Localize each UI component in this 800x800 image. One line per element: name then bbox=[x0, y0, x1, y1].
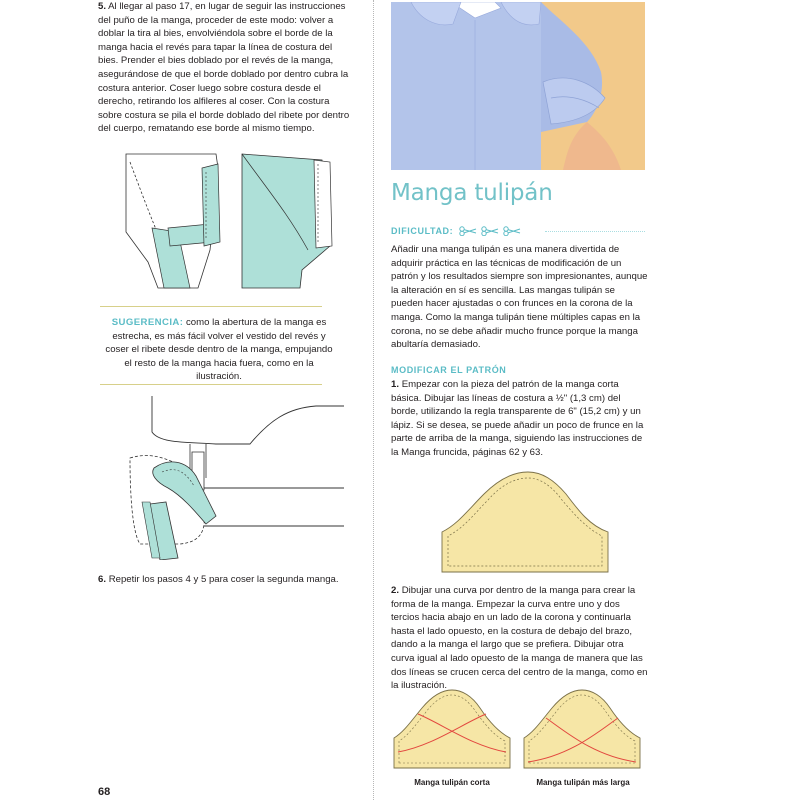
step-2-number: 2. bbox=[391, 585, 400, 596]
caption-short: Manga tulipán corta bbox=[414, 778, 490, 787]
basic-sleeve-pattern bbox=[440, 470, 610, 574]
column-divider bbox=[373, 0, 374, 800]
scissors-icon bbox=[481, 226, 499, 236]
page-number: 68 bbox=[98, 786, 111, 798]
step-6-paragraph bbox=[98, 573, 358, 587]
difficulty-rule bbox=[545, 231, 645, 232]
step-2-paragraph bbox=[391, 584, 649, 693]
step-6-text: Repetir los pasos 4 y 5 para coser la segunda manga. bbox=[108, 574, 339, 585]
tip-text: como la abertura de la manga es estrecha, es más fácil volver el vestido del revés y coser el ribete desde dentro de la manga, empujando el resto de la manga hacia fuera, como en la ilustración. bbox=[105, 317, 333, 383]
step-1-text: Empezar con la pieza del patrón de la manga corta básica. Dibujar las líneas de costura a ½" (1,3 cm) del borde, utilizando la regla transparente de 6" (15,2 cm) y un lápiz. Si se desea, se puede añadir un poco de frunce en la parte de arriba de la manga, siguiendo las instrucciones de la Manga fruncida, páginas 62 y 63. bbox=[391, 379, 644, 458]
sleeve-binding-illustration bbox=[118, 150, 348, 292]
tulip-short-pattern bbox=[394, 690, 510, 768]
step-5-text: Al llegar al paso 17, en lugar de seguir las instrucciones del puño de la manga, proceder de este modo: volver a doblar la tira al bies, envolviéndola sobre el borde de la manga hacia el revés para tapar la línea de costura del bies. Prender el bies doblado por el revés de la manga, asegurándose de que el borde doblado por dentro cubra la costura anterior. Coser luego sobre costura desde el derecho, retirando los alfileres al coser. Con la costura sobre costura se pila el borde doblado del ribete por dentro del cuerpo, rematando ese borde al mismo tiempo. bbox=[98, 1, 350, 135]
caption-long: Manga tulipán más larga bbox=[536, 778, 630, 787]
tulip-long-pattern bbox=[524, 690, 640, 768]
section-title: Manga tulipán bbox=[391, 180, 553, 206]
tip-top-rule bbox=[100, 306, 322, 307]
step-1-number: 1. bbox=[391, 379, 400, 390]
tulip-sleeve-photo-drawing bbox=[391, 2, 645, 170]
step-5-paragraph bbox=[98, 0, 354, 136]
sleeve-binding-drawing bbox=[118, 150, 348, 292]
tulip-patterns-drawing bbox=[392, 688, 644, 770]
subheading-label: MODIFICAR EL PATRÓN bbox=[391, 365, 507, 375]
step-2-text: Dibujar una curva por dentro de la manga para crear la forma de la manga. Empezar la curva entre uno y dos tercios hacia abajo en un lado de la corona y continuarla hasta el lado opuesto, en la costura de debajo del brazo, dando a la manga el largo que se prefiera. Dibujar otra curva igual al lado opuesto de la manga de manera que las dos líneas se crucen cerca del centro de la manga, como en la ilustración. bbox=[391, 585, 648, 692]
sewing-machine-illustration bbox=[120, 392, 344, 560]
tip-paragraph bbox=[104, 316, 334, 384]
step-5 bbox=[98, 0, 354, 136]
basic-sleeve-pattern-drawing bbox=[440, 470, 610, 574]
step-6-number: 6. bbox=[98, 574, 107, 585]
difficulty-row bbox=[391, 226, 521, 236]
difficulty-label: DIFICULTAD: bbox=[391, 226, 454, 236]
tip-label: SUGERENCIA: bbox=[111, 317, 184, 328]
intro bbox=[391, 243, 649, 352]
step-6 bbox=[98, 573, 358, 587]
tulip-sleeve-photo bbox=[391, 2, 645, 170]
subheading bbox=[391, 360, 506, 378]
tip-box bbox=[104, 316, 334, 384]
tip-bottom-rule bbox=[100, 384, 322, 385]
step-1-paragraph bbox=[391, 378, 649, 460]
scissors-icon bbox=[503, 226, 521, 236]
sewing-machine-drawing bbox=[120, 392, 344, 560]
scissors-icon bbox=[459, 226, 477, 236]
step-1 bbox=[391, 378, 649, 460]
step-2 bbox=[391, 584, 649, 693]
step-5-number: 5. bbox=[98, 1, 107, 12]
intro-paragraph: Añadir una manga tulipán es una manera divertida de adquirir práctica en las técnicas de modificación de un patrón y los resultados siempre son impresionantes, aunque la alteración en sí es sencilla. Las mangas tulipán se pueden hacer ajustadas o con frunces en la corona de la manga. Como la manga tulipán tiene múltiples capas en la corona, no se debe añadir mucho frunce porque la manga abultaría demasiado. bbox=[391, 244, 648, 351]
section-header bbox=[391, 180, 553, 206]
tulip-patterns bbox=[392, 688, 644, 770]
